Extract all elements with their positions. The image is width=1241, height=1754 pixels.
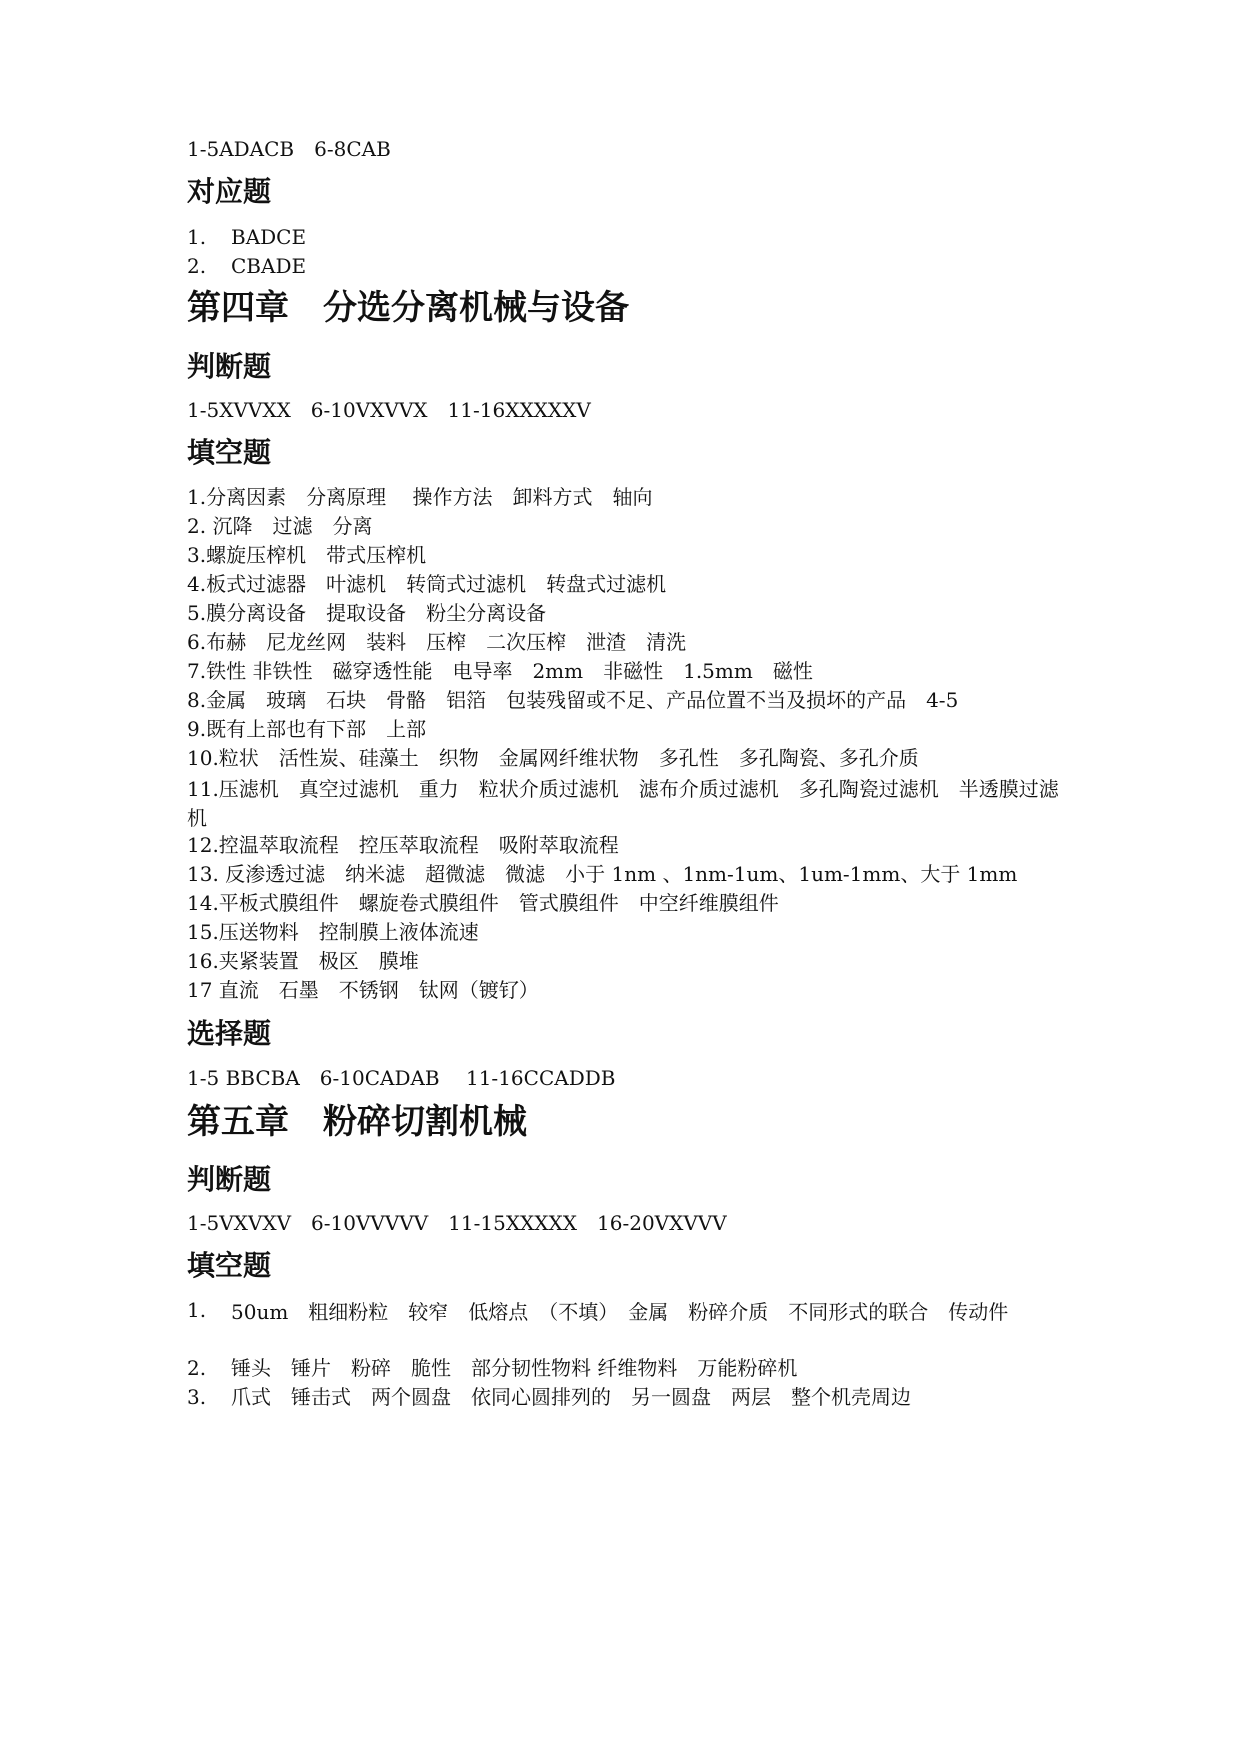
section-title-duiying: 对应题 <box>187 175 272 208</box>
top-answer-line: 1-5ADACB 6-8CAB <box>187 137 391 161</box>
ch5-panduan-title: 判断题 <box>187 1163 272 1196</box>
ch5-tiankong-title: 填空题 <box>187 1249 272 1282</box>
ch4-tiankong-title: 填空题 <box>187 436 272 469</box>
ch5-tiankong-item-1-num: 1. <box>187 1298 207 1322</box>
ch4-tiankong-line-7: 7.铁性 非铁性 磁穿透性能 电导率 2mm 非磁性 1.5mm 磁性 <box>187 659 813 683</box>
ch4-tiankong-line-4: 4.板式过滤器 叶滤机 转筒式过滤机 转盘式过滤机 <box>187 572 667 596</box>
chapter-5-title: 第五章 粉碎切割机械 <box>187 1102 527 1142</box>
ch4-xuanze-title: 选择题 <box>187 1017 272 1050</box>
ch4-tiankong-line-17: 17 直流 石墨 不锈钢 钛网（镀钌） <box>187 978 539 1002</box>
ch5-tiankong-item-1-text: 50um 粗细粉粒 较窄 低熔点 （不填） 金属 粉碎介质 不同形式的联合 传动件 <box>231 1300 1009 1324</box>
ch4-panduan-answer: 1-5XVVXX 6-10VXVVX 11-16XXXXXV <box>187 398 591 422</box>
ch5-tiankong-item-3-text: 爪式 锤击式 两个圆盘 依同心圆排列的 另一圆盘 两层 整个机壳周边 <box>231 1385 911 1409</box>
ch4-tiankong-line-2: 2. 沉降 过滤 分离 <box>187 514 373 538</box>
ch5-tiankong-item-2-text: 锤头 锤片 粉碎 脆性 部分韧性物料 纤维物料 万能粉碎机 <box>231 1356 798 1380</box>
duiying-item-2-num: 2. <box>187 254 207 278</box>
ch4-tiankong-line-1: 1.分离因素 分离原理 操作方法 卸料方式 轴向 <box>187 485 653 509</box>
ch4-tiankong-line-13: 13. 反渗透过滤 纳米滤 超微滤 微滤 小于 1nm 、1nm-1um、1um-1mm、大于 1mm <box>187 862 1018 886</box>
ch4-panduan-title: 判断题 <box>187 350 272 383</box>
ch4-tiankong-line-14: 14.平板式膜组件 螺旋卷式膜组件 管式膜组件 中空纤维膜组件 <box>187 891 779 915</box>
duiying-item-2-text: CBADE <box>231 254 307 278</box>
ch4-tiankong-line-6: 6.布赫 尼龙丝网 装料 压榨 二次压榨 泄渣 清洗 <box>187 630 687 654</box>
ch5-panduan-answer: 1-5VXVXV 6-10VVVVV 11-15XXXXX 16-20VXVVV <box>187 1211 727 1235</box>
ch4-tiankong-line-10: 10.粒状 活性炭、硅藻土 织物 金属网纤维状物 多孔性 多孔陶瓷、多孔介质 <box>187 746 919 770</box>
ch4-tiankong-line-3: 3.螺旋压榨机 带式压榨机 <box>187 543 427 567</box>
chapter-4-title: 第四章 分选分离机械与设备 <box>187 288 629 328</box>
ch4-tiankong-line-11: 11.压滤机 真空过滤机 重力 粒状介质过滤机 滤布介质过滤机 多孔陶瓷过滤机 半透膜过滤机 <box>187 777 1059 830</box>
ch4-tiankong-line-8: 8.金属 玻璃 石块 骨骼 铝箔 包装残留或不足、产品位置不当及损坏的产品 4-5 <box>187 688 959 712</box>
duiying-item-1-num: 1. <box>187 225 207 249</box>
ch4-tiankong-line-15: 15.压送物料 控制膜上液体流速 <box>187 920 479 944</box>
ch4-tiankong-line-9: 9.既有上部也有下部 上部 <box>187 717 427 741</box>
ch4-tiankong-line-16: 16.夹紧装置 极区 膜堆 <box>187 949 419 973</box>
duiying-item-1-text: BADCE <box>231 225 307 249</box>
ch4-tiankong-line-12: 12.控温萃取流程 控压萃取流程 吸附萃取流程 <box>187 833 619 857</box>
ch4-tiankong-line-5: 5.膜分离设备 提取设备 粉尘分离设备 <box>187 601 547 625</box>
ch5-tiankong-item-2-num: 2. <box>187 1356 207 1380</box>
ch5-tiankong-item-3-num: 3. <box>187 1385 207 1409</box>
ch4-xuanze-answer: 1-5 BBCBA 6-10CADAB 11-16CCADDB <box>187 1066 616 1090</box>
